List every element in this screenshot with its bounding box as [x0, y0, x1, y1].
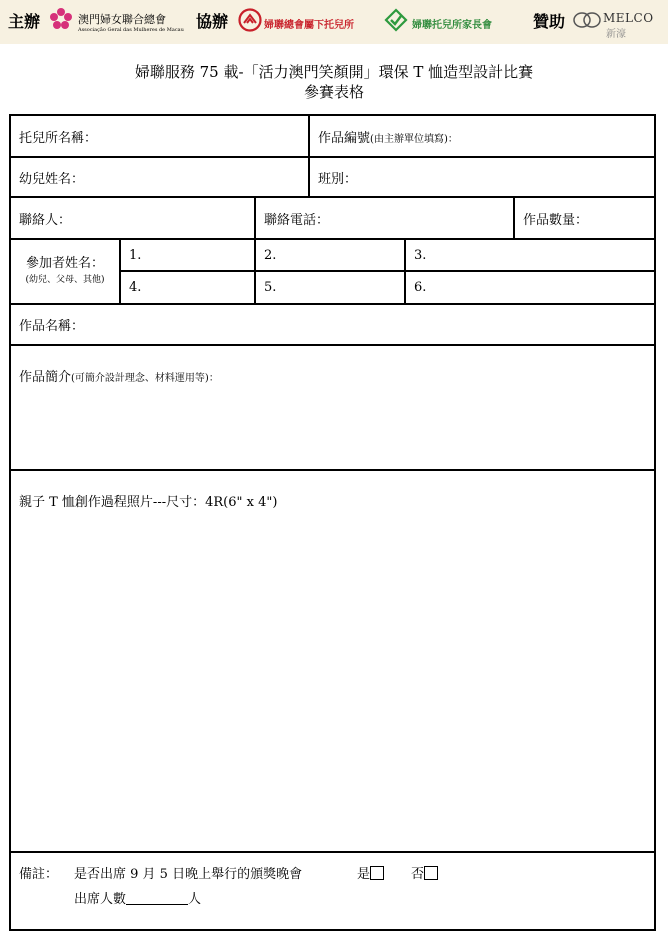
participant-note: (幼兒、父母、其他): [25, 274, 105, 285]
form-subtitle: 參賽表格: [303, 83, 364, 101]
work-title-field[interactable]: 作品名稱：: [10, 304, 655, 345]
no-option[interactable]: 否: [411, 863, 438, 882]
co-organizer-label: 協辦: [196, 12, 229, 31]
organizer-name-en: Associação Geral das Mulheres de Macau: [78, 27, 184, 33]
participant-6-field[interactable]: 6.: [405, 271, 655, 304]
participant-label: 參加者姓名： (幼兒、父母、其他): [10, 239, 120, 304]
co-organizer-2: 婦聯托兒所家長會: [412, 20, 492, 31]
notes-label: 備註：: [19, 867, 59, 882]
participant-3-field[interactable]: 3.: [405, 239, 655, 271]
entry-count-field[interactable]: 作品數量：: [514, 197, 655, 239]
attend-question: 是否出席 9 月 5 日晚上舉行的頒獎晚會: [74, 867, 303, 882]
sponsor-label: 贊助: [533, 12, 566, 31]
participant-5-field[interactable]: 5.: [255, 271, 405, 304]
organizer-name: 澳門婦女聯合總會: [78, 13, 166, 26]
parents-association-logo-icon: [384, 8, 408, 32]
nursery-name-field[interactable]: 托兒所名稱：: [10, 115, 309, 157]
class-field[interactable]: 班別：: [309, 157, 655, 197]
lotus-flower-icon: [49, 7, 73, 31]
melco-logo-icon: [572, 10, 602, 30]
participant-4-field[interactable]: 4.: [120, 271, 255, 304]
organizer-label: 主辦: [8, 12, 41, 31]
participant-2-field[interactable]: 2.: [255, 239, 405, 271]
form-title: 婦聯服務 75 載-「活力澳門笑顏開」環保 T 恤造型設計比賽: [134, 63, 534, 81]
entry-form-table: [9, 114, 656, 931]
contact-person-field[interactable]: 聯絡人：: [10, 197, 255, 239]
participant-1-field[interactable]: 1.: [120, 239, 255, 271]
sponsor-banner: [0, 0, 668, 44]
child-name-field[interactable]: 幼兒姓名：: [10, 157, 309, 197]
yes-checkbox[interactable]: [370, 866, 384, 880]
sponsor-name-cn: 新濠: [606, 29, 626, 40]
federation-logo-icon: [238, 8, 262, 32]
no-checkbox[interactable]: [424, 866, 438, 880]
photo-area[interactable]: 親子 T 恤創作過程照片---尺寸：4R(6" x 4"): [10, 470, 655, 852]
contact-phone-field[interactable]: 聯絡電話：: [255, 197, 514, 239]
yes-option[interactable]: 是: [357, 863, 384, 882]
attendees-row: 出席人數 人: [74, 892, 202, 907]
notes-section: [10, 852, 655, 930]
entry-number-note: (由主辦單位填寫)：: [370, 133, 458, 145]
co-organizer-1: 婦聯總會屬下托兒所: [264, 20, 354, 31]
entry-number-field[interactable]: 作品編號(由主辦單位填寫)：: [309, 115, 655, 157]
sponsor-name: MELCO: [603, 11, 654, 25]
attendees-blank[interactable]: [126, 892, 188, 905]
work-intro-note: (可簡介設計理念、材料運用等)：: [71, 373, 219, 384]
work-intro-field[interactable]: 作品簡介(可簡介設計理念、材料運用等)：: [10, 345, 655, 470]
